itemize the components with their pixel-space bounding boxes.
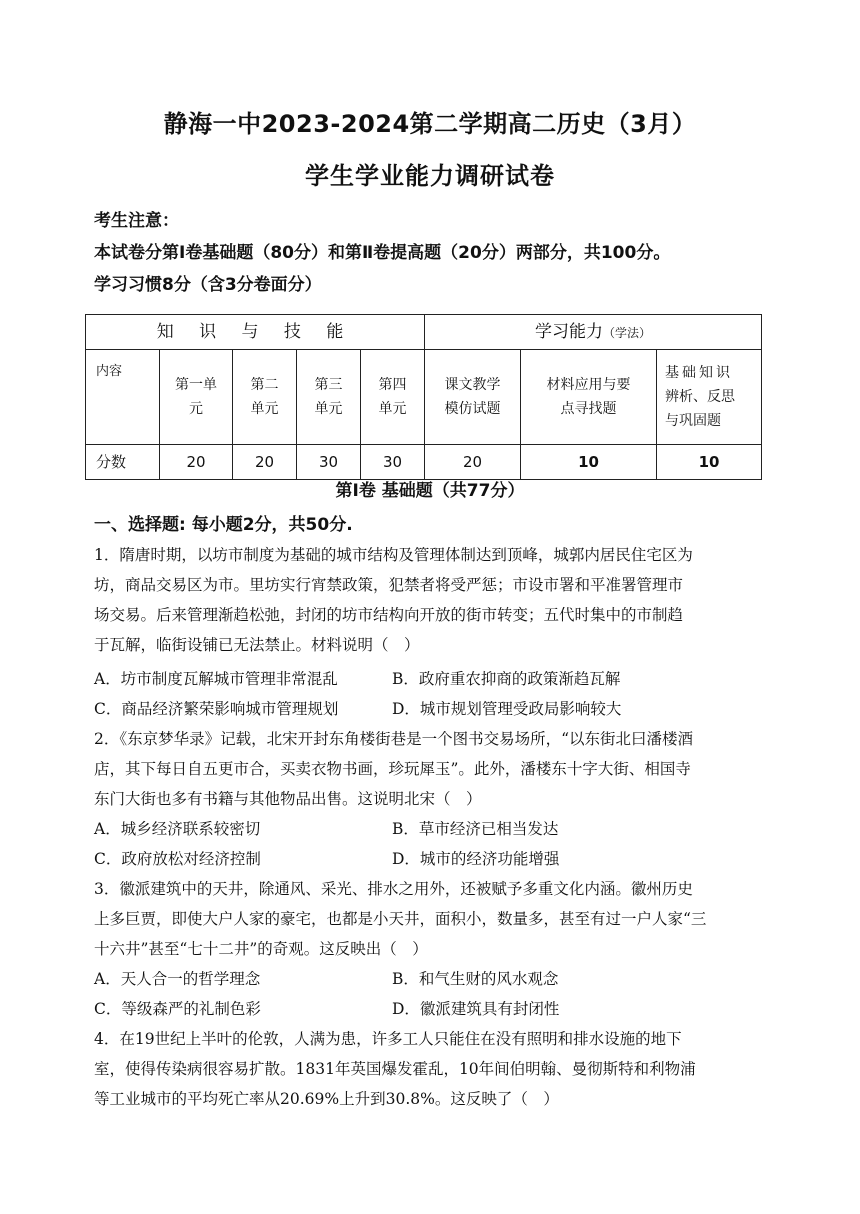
question-3-option-d: D．徽派建筑具有封闭性 [392, 1000, 560, 1018]
notice-label: 考生注意： [94, 211, 179, 231]
page-title: 静海一中2023-2024第二学期高二历史（3月） [163, 110, 697, 138]
question-3-option-c: C．等级森严的礼制色彩 [94, 1000, 261, 1018]
question-1-option-b: B．政府重农抑商的政策渐趋瓦解 [392, 670, 621, 688]
section-title: 第Ⅰ卷 基础题（共77分） [335, 481, 525, 501]
question-2-line: 2．《东京梦华录》记载，北宋开封东角楼街巷是一个图书交易场所，“以东街北曰潘楼酒 [94, 730, 694, 748]
question-2-line: 店，其下每日自五更市合，买卖衣物书画，珍玩犀玉”。此外，潘楼东十字大街、相国寺 [94, 760, 691, 778]
question-3-line: 十六井”甚至“七十二井”的奇观。这反映出（ ） [94, 940, 428, 958]
column-unit-1: 第一单 元 [160, 350, 233, 445]
score-material: 10 [521, 445, 657, 480]
question-1-option-d: D．城市规划管理受政局影响较大 [392, 700, 622, 718]
score-unit-4: 30 [361, 445, 425, 480]
question-3-line: 3．徽派建筑中的天井，除通风、采光、排水之用外，还被赋予多重文化内涵。徽州历史 [94, 880, 693, 898]
score-imitation: 20 [425, 445, 521, 480]
part-title: 一、选择题: 每小题2分，共50分. [94, 515, 353, 535]
question-3-option-b: B．和气生财的风水观念 [392, 970, 559, 988]
question-4-line: 室，使得传染病很容易扩散。1831年英国爆发霍乱，10年间伯明翰、曼彻斯特和利物浦 [94, 1060, 696, 1078]
column-reflection: 基础知识 辨析、反思 与巩固题 [657, 350, 762, 445]
question-3-option-a: A．天人合一的哲学理念 [94, 970, 261, 988]
knowledge-header: 知 识 与 技 能 [86, 315, 425, 350]
ability-header: 学习能力（学法） [425, 315, 762, 350]
question-1-option-c: C．商品经济繁荣影响城市管理规划 [94, 700, 339, 718]
column-material: 材料应用与要 点寻找题 [521, 350, 657, 445]
score-unit-2: 20 [233, 445, 297, 480]
question-2-option-a: A．城乡经济联系较密切 [94, 820, 261, 838]
column-unit-2: 第二 单元 [233, 350, 297, 445]
question-1-line: 坊，商品交易区为市。里坊实行宵禁政策，犯禁者将受严惩；市设市署和平准署管理市 [94, 576, 684, 594]
question-1-option-a: A．坊市制度瓦解城市管理非常混乱 [94, 670, 338, 688]
question-1-line: 场交易。后来管理渐趋松弛，封闭的坊市结构向开放的街市转变；五代时集中的市制趋 [94, 606, 684, 624]
question-3-line: 上多巨贾，即使大户人家的豪宅，也都是小天井，面积小，数量多，甚至有过一户人家“三 [94, 910, 707, 928]
question-4-line: 4．在19世纪上半叶的伦敦，人满为患，许多工人只能住在没有照明和排水设施的地下 [94, 1030, 682, 1048]
question-1-line: 于瓦解，临街设铺已无法禁止。材料说明（ ） [94, 636, 420, 654]
score-unit-1: 20 [160, 445, 233, 480]
content-row-label: 内容 [86, 350, 160, 445]
notice-line-1: 本试卷分第Ⅰ卷基础题（80分）和第Ⅱ卷提高题（20分）两部分，共100分。 [94, 243, 671, 263]
question-2-line: 东门大街也多有书籍与其他物品出售。这说明北宋（ ） [94, 790, 482, 808]
score-row-label: 分数 [86, 445, 160, 480]
score-reflection: 10 [657, 445, 762, 480]
question-4-line: 等工业城市的平均死亡率从20.69%上升到30.8%。这反映了（ ） [94, 1090, 559, 1108]
column-imitation: 课文教学 模仿试题 [425, 350, 521, 445]
column-unit-3: 第三 单元 [297, 350, 361, 445]
notice-line-2: 学习习惯8分（含3分卷面分） [94, 275, 322, 295]
question-2-option-c: C．政府放松对经济控制 [94, 850, 261, 868]
question-2-option-d: D．城市的经济功能增强 [392, 850, 560, 868]
question-2-option-b: B．草市经济已相当发达 [392, 820, 559, 838]
score-unit-3: 30 [297, 445, 361, 480]
column-unit-4: 第四 单元 [361, 350, 425, 445]
question-1-line: 1．隋唐时期，以坊市制度为基础的城市结构及管理体制达到顶峰，城郭内居民住宅区为 [94, 546, 693, 564]
score-table [85, 314, 762, 480]
page-subtitle: 学生学业能力调研试卷 [305, 162, 555, 190]
